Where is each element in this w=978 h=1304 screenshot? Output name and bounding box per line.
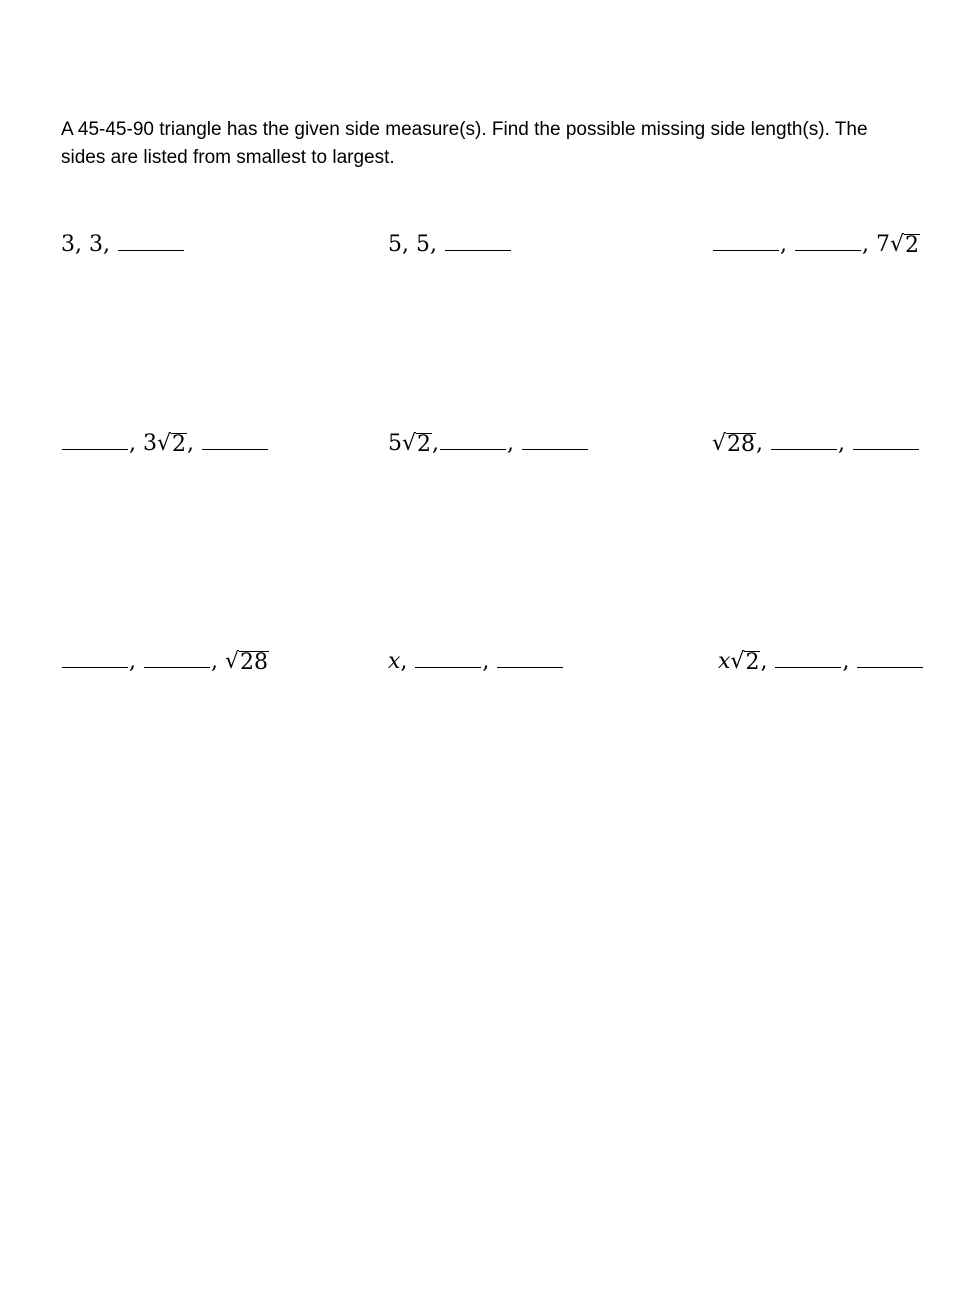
expression-text: , bbox=[842, 649, 857, 674]
answer-blank bbox=[415, 649, 481, 668]
answer-blank bbox=[795, 232, 861, 251]
answer-blank bbox=[857, 649, 923, 668]
expression-text: , bbox=[211, 649, 225, 674]
expression-text: 3, 3, bbox=[61, 232, 117, 257]
variable: x bbox=[718, 649, 731, 674]
expression-text: , bbox=[838, 431, 853, 456]
answer-blank bbox=[853, 431, 919, 450]
expression-text: 5 bbox=[388, 431, 402, 456]
radicand: 2 bbox=[745, 650, 760, 675]
radicand: 2 bbox=[417, 432, 432, 457]
answer-blank bbox=[522, 431, 588, 450]
problem-3 bbox=[712, 230, 920, 260]
radical-sign-icon: √ bbox=[889, 232, 905, 257]
expression-text: 5, 5, bbox=[388, 232, 444, 257]
expression-text: , 7 bbox=[862, 232, 890, 257]
answer-blank bbox=[440, 431, 506, 450]
problem-1 bbox=[61, 230, 185, 260]
radical-sign-icon: √ bbox=[402, 431, 417, 456]
expression-text: , bbox=[482, 649, 497, 674]
answer-blank bbox=[445, 232, 511, 251]
square-root bbox=[402, 431, 432, 456]
problem-4 bbox=[61, 429, 269, 459]
radical-sign-icon: √ bbox=[156, 431, 172, 456]
answer-blank bbox=[62, 649, 128, 668]
answer-blank bbox=[144, 649, 210, 668]
expression-text: , bbox=[780, 232, 794, 257]
problem-6 bbox=[712, 429, 920, 459]
expression-text: , bbox=[756, 431, 771, 456]
radicand: 2 bbox=[905, 233, 920, 258]
problem-7 bbox=[61, 647, 269, 677]
answer-blank bbox=[497, 649, 563, 668]
square-root bbox=[225, 649, 269, 674]
problem-2 bbox=[388, 230, 512, 260]
square-root bbox=[157, 431, 187, 456]
expression-text: , bbox=[432, 431, 440, 456]
problem-8 bbox=[388, 647, 564, 677]
problem-9 bbox=[718, 647, 924, 677]
expression-text: , bbox=[507, 431, 522, 456]
expression-text: , bbox=[187, 431, 202, 456]
variable: x bbox=[388, 649, 401, 674]
radical-sign-icon: √ bbox=[712, 431, 727, 456]
radicand: 28 bbox=[727, 432, 756, 457]
radicand: 28 bbox=[240, 650, 269, 675]
expression-text: , bbox=[760, 649, 775, 674]
problem-5 bbox=[388, 429, 589, 459]
answer-blank bbox=[775, 649, 841, 668]
square-root bbox=[712, 431, 756, 456]
answer-blank bbox=[771, 431, 837, 450]
answer-blank bbox=[202, 431, 268, 450]
answer-blank bbox=[62, 431, 128, 450]
radicand: 2 bbox=[172, 432, 187, 457]
expression-text: , bbox=[129, 649, 143, 674]
expression-text: , bbox=[400, 649, 415, 674]
instructions-text: A 45-45-90 triangle has the given side measure(s). Find the possible missing side length(s). The sides are listed from smallest to largest. bbox=[61, 119, 868, 168]
radical-sign-icon: √ bbox=[225, 649, 240, 674]
answer-blank bbox=[713, 232, 779, 251]
answer-blank bbox=[118, 232, 184, 251]
square-root bbox=[730, 649, 760, 674]
radical-sign-icon: √ bbox=[730, 649, 745, 674]
expression-text: , 3 bbox=[129, 431, 157, 456]
square-root bbox=[890, 232, 920, 257]
